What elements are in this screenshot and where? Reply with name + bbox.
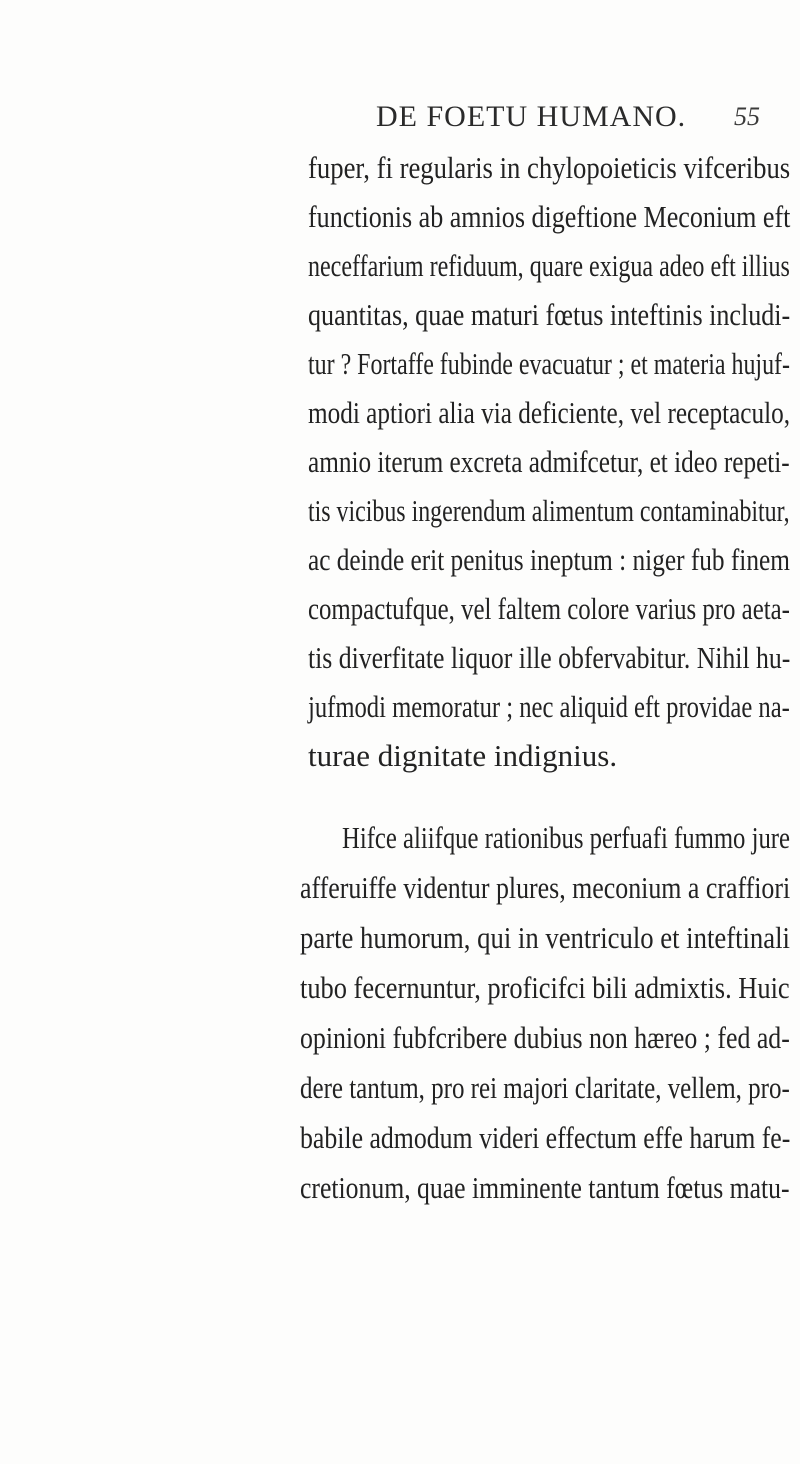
text-line: babile admodum videri effectum effe harum fe-: [300, 1120, 791, 1155]
text-line: amnio iterum excreta admifcetur, et ideo repeti-: [308, 444, 790, 479]
text-line: neceffarium refiduum, quare exigua adeo eft illius: [308, 248, 790, 283]
text-line: compactufque, vel faltem colore varius pro aeta-: [308, 591, 790, 626]
text-line: tis vicibus ingerendum alimentum contaminabitur,: [308, 493, 790, 528]
text-line: cretionum, quae imminente tantum fœtus matu-: [300, 1170, 790, 1205]
text-line: modi aptiori alia via deficiente, vel receptaculo,: [308, 395, 791, 430]
text-line: afferuiffe videntur plures, meconium a craffiori: [300, 870, 791, 905]
text-line: tur ? Fortaffe fubinde evacuatur ; et materia hujuf-: [308, 346, 790, 381]
running-head: DE FOETU HUMANO.: [376, 100, 687, 133]
page-number: 55: [734, 102, 760, 131]
text-line: turae dignitate indignius.: [308, 738, 618, 773]
text-line: quantitas, quae maturi fœtus inteftinis includi-: [308, 297, 791, 332]
text-line: opinioni fubfcribere dubius non hæreo ; fed ad-: [300, 1020, 790, 1055]
text-line: tis diverfitate liquor ille obfervabitur. Nihil hu-: [308, 640, 791, 675]
text-line: parte humorum, qui in ventriculo et inteftinali: [300, 920, 790, 955]
text-line: Hifce aliifque rationibus perfuafi fummo jure: [342, 820, 791, 855]
text-line: ac deinde erit penitus ineptum : niger fub finem: [308, 542, 790, 577]
text-line: fuper, fi regularis in chylopoieticis vifceribus: [308, 150, 791, 185]
text-line: jufmodi memoratur ; nec aliquid eft providae na-: [308, 689, 790, 724]
text-line: functionis ab amnios digeftione Meconium eft: [308, 199, 791, 234]
text-line: tubo fecernuntur, proficifci bili admixtis. Huic: [300, 970, 790, 1005]
text-line: dere tantum, pro rei majori claritate, vellem, pro-: [300, 1070, 790, 1105]
